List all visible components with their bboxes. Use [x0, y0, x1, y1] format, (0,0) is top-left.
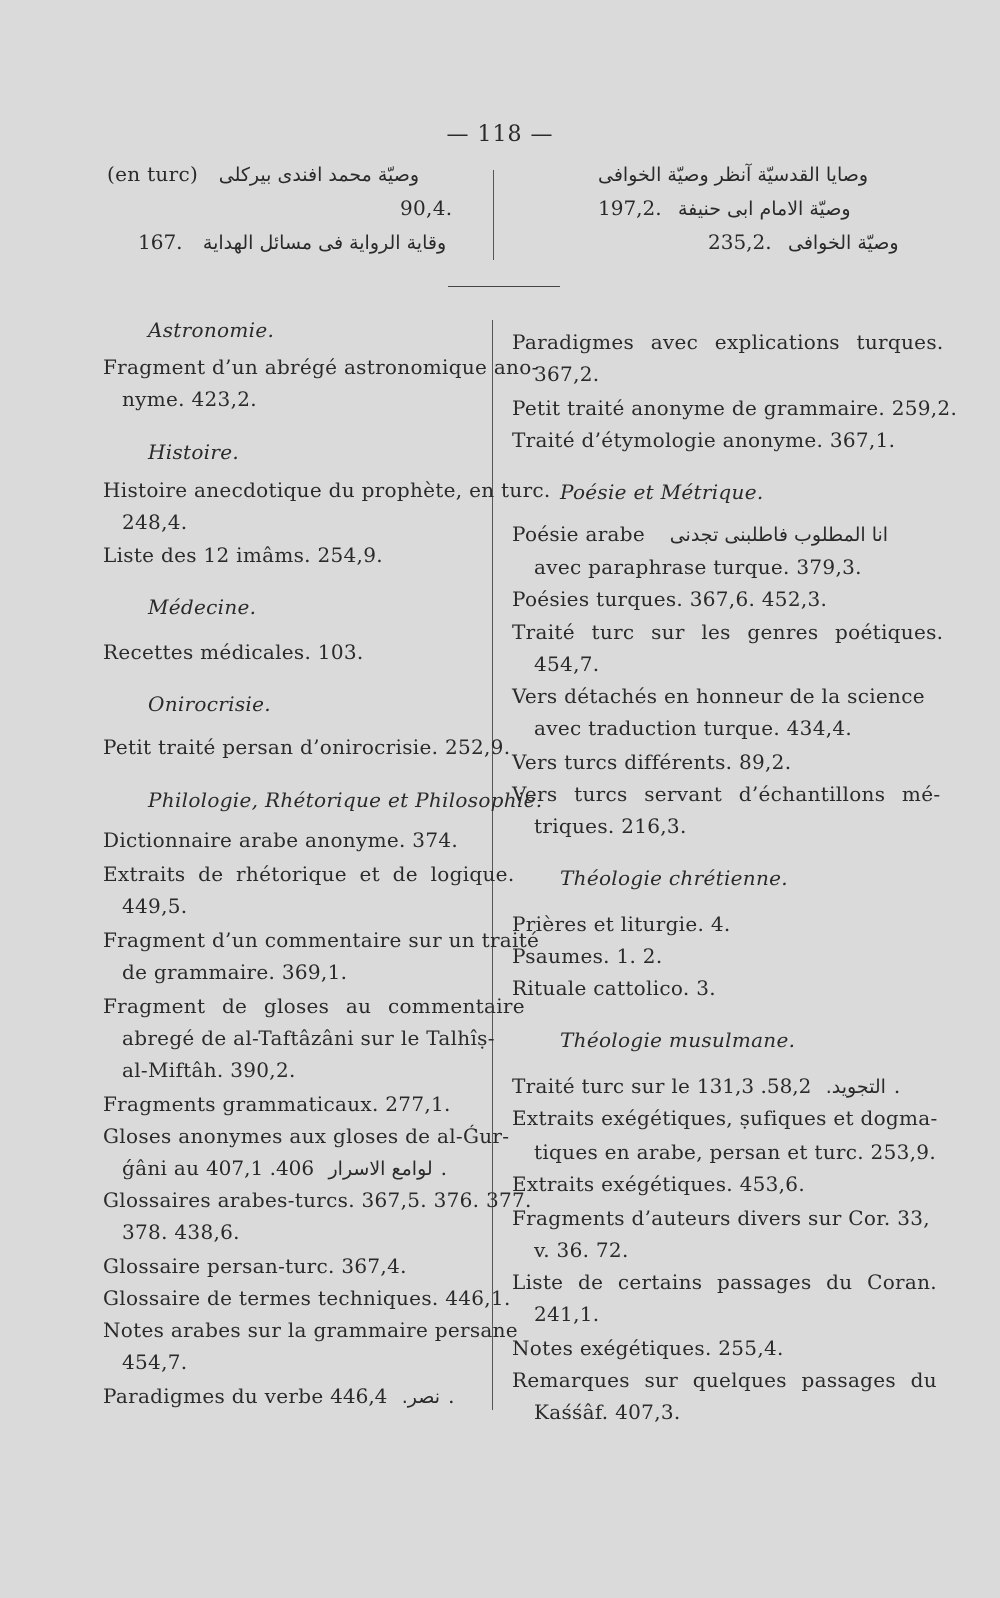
section-heading: Onirocrisie. [148, 692, 271, 716]
index-entry: v. 36. 72. [534, 1238, 629, 1262]
index-entry-with-arabic [122, 1156, 447, 1180]
reference: 90,4. [400, 196, 453, 220]
index-entry: 378. 438,6. [122, 1220, 240, 1244]
index-entry: 449,5. [122, 894, 188, 918]
index-entry: Vers détachés en honneur de la science [512, 684, 925, 708]
index-entry: Psaumes. 1. 2. [512, 944, 663, 968]
index-entry: Rituale cattolico. 3. [512, 976, 716, 1000]
index-entry: Glossaires arabes-turcs. 367,5. 376. 377. [103, 1188, 532, 1212]
lang-note: (en turc) [107, 162, 199, 186]
index-entry: Notes arabes sur la grammaire persane [103, 1318, 518, 1342]
top-right-line-1 [598, 162, 868, 186]
arabic-title: لوامع الاسرار [328, 1158, 433, 1180]
arabic-title: وصيّة الامام ابى حنيفة [677, 198, 851, 220]
index-entry: Fragment de gloses au commentaire [103, 994, 525, 1018]
arabic-title: وصيّة محمد افندى بيركلى [218, 164, 420, 186]
index-entry: tiques en arabe, persan et turc. 253,9. [534, 1140, 936, 1164]
index-entry: de grammaire. 369,1. [122, 960, 348, 984]
index-entry-with-arabic [103, 1384, 454, 1408]
section-heading: Philologie, Rhétorique et Philosophie. [148, 788, 543, 812]
arabic-title: وصايا القدسيّة آنظر وصيّة الخوافى [598, 164, 869, 186]
index-entry: avec paraphrase turque. 379,3. [534, 555, 862, 579]
reference: 167. [138, 230, 183, 254]
entry-text: Paradigmes du verbe [103, 1384, 324, 1408]
index-entry: Fragment d’un abrégé astronomique ano- [103, 355, 539, 379]
reference: 446,4. [330, 1384, 455, 1408]
section-heading: Théologie chrétienne. [560, 866, 788, 890]
index-entry: Vers turcs servant d’échantillons mé- [512, 782, 941, 806]
index-entry: abregé de al-Taftâzâni sur le Talhîṣ- [122, 1026, 495, 1050]
reference: 197,2. [598, 196, 662, 220]
section-heading: Poésie et Métrique. [560, 480, 764, 504]
index-entry: Fragments grammaticaux. 277,1. [103, 1092, 451, 1116]
reference: 406. 407,1. [205, 1156, 448, 1180]
index-entry: Glossaire persan-turc. 367,4. [103, 1254, 407, 1278]
index-entry: Extraits exégétiques, ṣufiques et dogma- [512, 1106, 938, 1130]
section-heading: Médecine. [148, 595, 257, 619]
top-right-line-2 [598, 196, 851, 220]
index-entry: 241,1. [534, 1302, 600, 1326]
index-entry: Glossaire de termes techniques. 446,1. [103, 1286, 511, 1310]
top-left-line-1 [107, 162, 419, 186]
index-entry: Recettes médicales. 103. [103, 640, 364, 664]
index-entry: Liste des 12 imâms. 254,9. [103, 543, 383, 567]
index-entry: Prières et liturgie. 4. [512, 912, 731, 936]
index-entry: Gloses anonymes aux gloses de al-Ǵur- [103, 1124, 510, 1148]
reference: 58,2. 131,3. [696, 1074, 901, 1098]
index-entry: Fragment d’un commentaire sur un traité [103, 928, 540, 952]
section-heading: Histoire. [148, 440, 240, 464]
index-entry: Extraits de rhétorique et de logique. [103, 862, 515, 886]
top-left-line-2 [400, 196, 452, 220]
index-entry: Liste de certains passages du Coran. [512, 1270, 937, 1294]
top-left-line-3 [138, 230, 446, 254]
index-entry: Paradigmes avec explications turques. [512, 330, 944, 354]
entry-text: ǵâni au [122, 1156, 200, 1180]
index-entry: Fragments d’auteurs divers sur Cor. 33, [512, 1206, 930, 1230]
index-entry: 454,7. [122, 1350, 188, 1374]
section-heading: Astronomie. [148, 318, 275, 342]
index-entry: Poésies turques. 367,6. 452,3. [512, 587, 828, 611]
index-entry-with-arabic [512, 1074, 900, 1098]
entry-text: Poésie arabe [512, 522, 646, 546]
arabic-verse: انا المطلوب فاطلبنى تجدنى [669, 524, 889, 546]
top-column-divider [493, 170, 494, 260]
index-entry: Traité d’étymologie anonyme. 367,1. [512, 428, 896, 452]
index-entry: 454,7. [534, 652, 600, 676]
index-entry: Kaśśâf. 407,3. [534, 1400, 681, 1424]
index-entry: Petit traité persan d’onirocrisie. 252,9. [103, 735, 511, 759]
index-entry: Histoire anecdotique du prophète, en turc. [103, 478, 551, 502]
page-number: — 118 — [446, 122, 554, 147]
index-entry: Traité turc sur les genres poétiques. [512, 620, 944, 644]
index-entry: Vers turcs différents. 89,2. [512, 750, 792, 774]
index-entry: Dictionnaire arabe anonyme. 374. [103, 828, 459, 852]
index-entry: Petit traité anonyme de grammaire. 259,2. [512, 396, 958, 420]
index-entry: al-Miftâh. 390,2. [122, 1058, 296, 1082]
arabic-title: التجويد. [825, 1076, 886, 1098]
index-entry: Notes exégétiques. 255,4. [512, 1336, 784, 1360]
index-entry: nyme. 423,2. [122, 387, 257, 411]
arabic-title: نصر. [401, 1386, 441, 1408]
section-heading: Théologie musulmane. [560, 1028, 796, 1052]
index-entry: Extraits exégétiques. 453,6. [512, 1172, 805, 1196]
arabic-title: وصيّة الخوافى [787, 232, 899, 254]
arabic-title: وقاية الرواية فى مسائل الهداية [202, 232, 447, 254]
index-entry: avec traduction turque. 434,4. [534, 716, 853, 740]
index-entry: Remarques sur quelques passages du [512, 1368, 937, 1392]
index-entry: triques. 216,3. [534, 814, 687, 838]
top-right-line-3 [708, 230, 899, 254]
index-entry-with-arabic [512, 522, 888, 546]
section-rule [448, 286, 560, 287]
index-entry: 367,2. [534, 362, 600, 386]
index-entry: 248,4. [122, 510, 188, 534]
entry-text: Traité turc sur le [512, 1074, 691, 1098]
reference: 235,2. [708, 230, 772, 254]
